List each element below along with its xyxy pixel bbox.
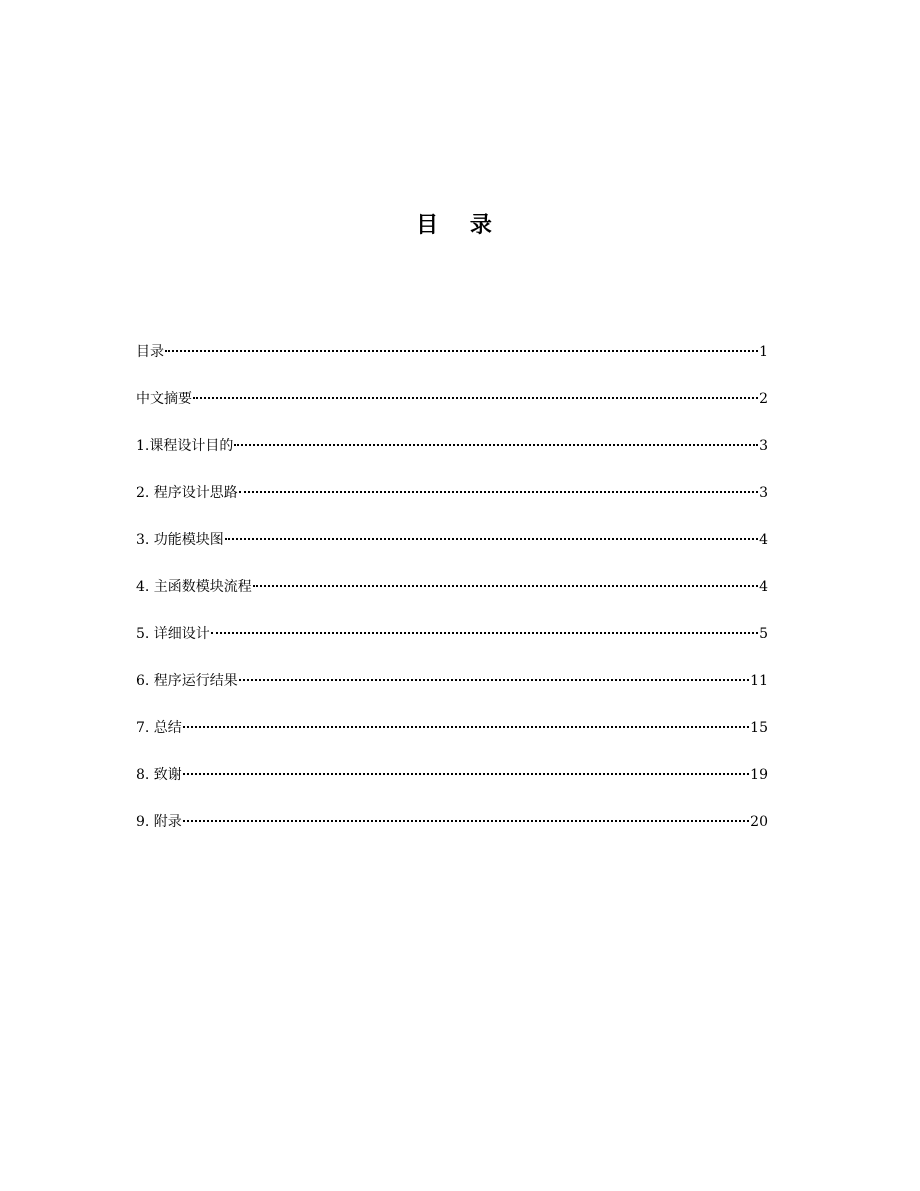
toc-entry[interactable]	[136, 717, 768, 764]
toc-leader-dots	[183, 820, 749, 822]
toc-entry-page: 3	[759, 438, 768, 454]
toc-leader-dots	[211, 632, 758, 634]
toc-entry-label: 中文摘要	[136, 391, 192, 407]
toc-entry-page: 4	[759, 579, 768, 595]
toc-entry[interactable]	[136, 670, 768, 717]
toc-entry-label: 1.课程设计目的	[136, 438, 234, 454]
toc-entry-page: 5	[759, 626, 768, 642]
toc-entry-label: 4. 主函数模块流程	[136, 579, 252, 595]
toc-leader-dots	[225, 538, 758, 540]
toc-entry-page: 2	[759, 391, 768, 407]
toc-entry-label: 7. 总结	[136, 720, 182, 736]
toc-entry[interactable]	[136, 764, 768, 811]
toc-leader-dots	[193, 397, 758, 399]
toc-title: 目 录	[416, 212, 504, 238]
toc-leader-dots	[253, 585, 758, 587]
toc-entry[interactable]	[136, 388, 768, 435]
toc-entry[interactable]	[136, 435, 768, 482]
toc-entry-page: 1	[759, 344, 768, 360]
toc-entry[interactable]	[136, 811, 768, 858]
toc-entry-label: 8. 致谢	[136, 767, 182, 783]
toc-entry-label: 目录	[136, 344, 164, 360]
toc-entry-label: 9. 附录	[136, 814, 182, 830]
toc-list	[136, 341, 768, 858]
toc-entry-label: 5. 详细设计	[136, 626, 210, 642]
toc-entry-page: 15	[750, 720, 768, 736]
toc-entry[interactable]	[136, 482, 768, 529]
toc-entry[interactable]	[136, 623, 768, 670]
toc-leader-dots	[234, 444, 758, 446]
toc-leader-dots	[165, 350, 758, 352]
toc-leader-dots	[183, 773, 749, 775]
toc-entry-page: 19	[750, 767, 768, 783]
toc-entry[interactable]	[136, 341, 768, 388]
toc-leader-dots	[239, 491, 758, 493]
toc-entry-label: 2. 程序设计思路	[136, 485, 238, 501]
toc-entry-label: 3. 功能模块图	[136, 532, 224, 548]
toc-entry[interactable]	[136, 529, 768, 576]
toc-leader-dots	[239, 679, 749, 681]
toc-entry[interactable]	[136, 576, 768, 623]
toc-entry-page: 20	[750, 814, 768, 830]
toc-leader-dots	[183, 726, 749, 728]
toc-entry-label: 6. 程序运行结果	[136, 673, 238, 689]
toc-entry-page: 3	[759, 485, 768, 501]
toc-entry-page: 4	[759, 532, 768, 548]
toc-entry-page: 11	[750, 673, 768, 689]
